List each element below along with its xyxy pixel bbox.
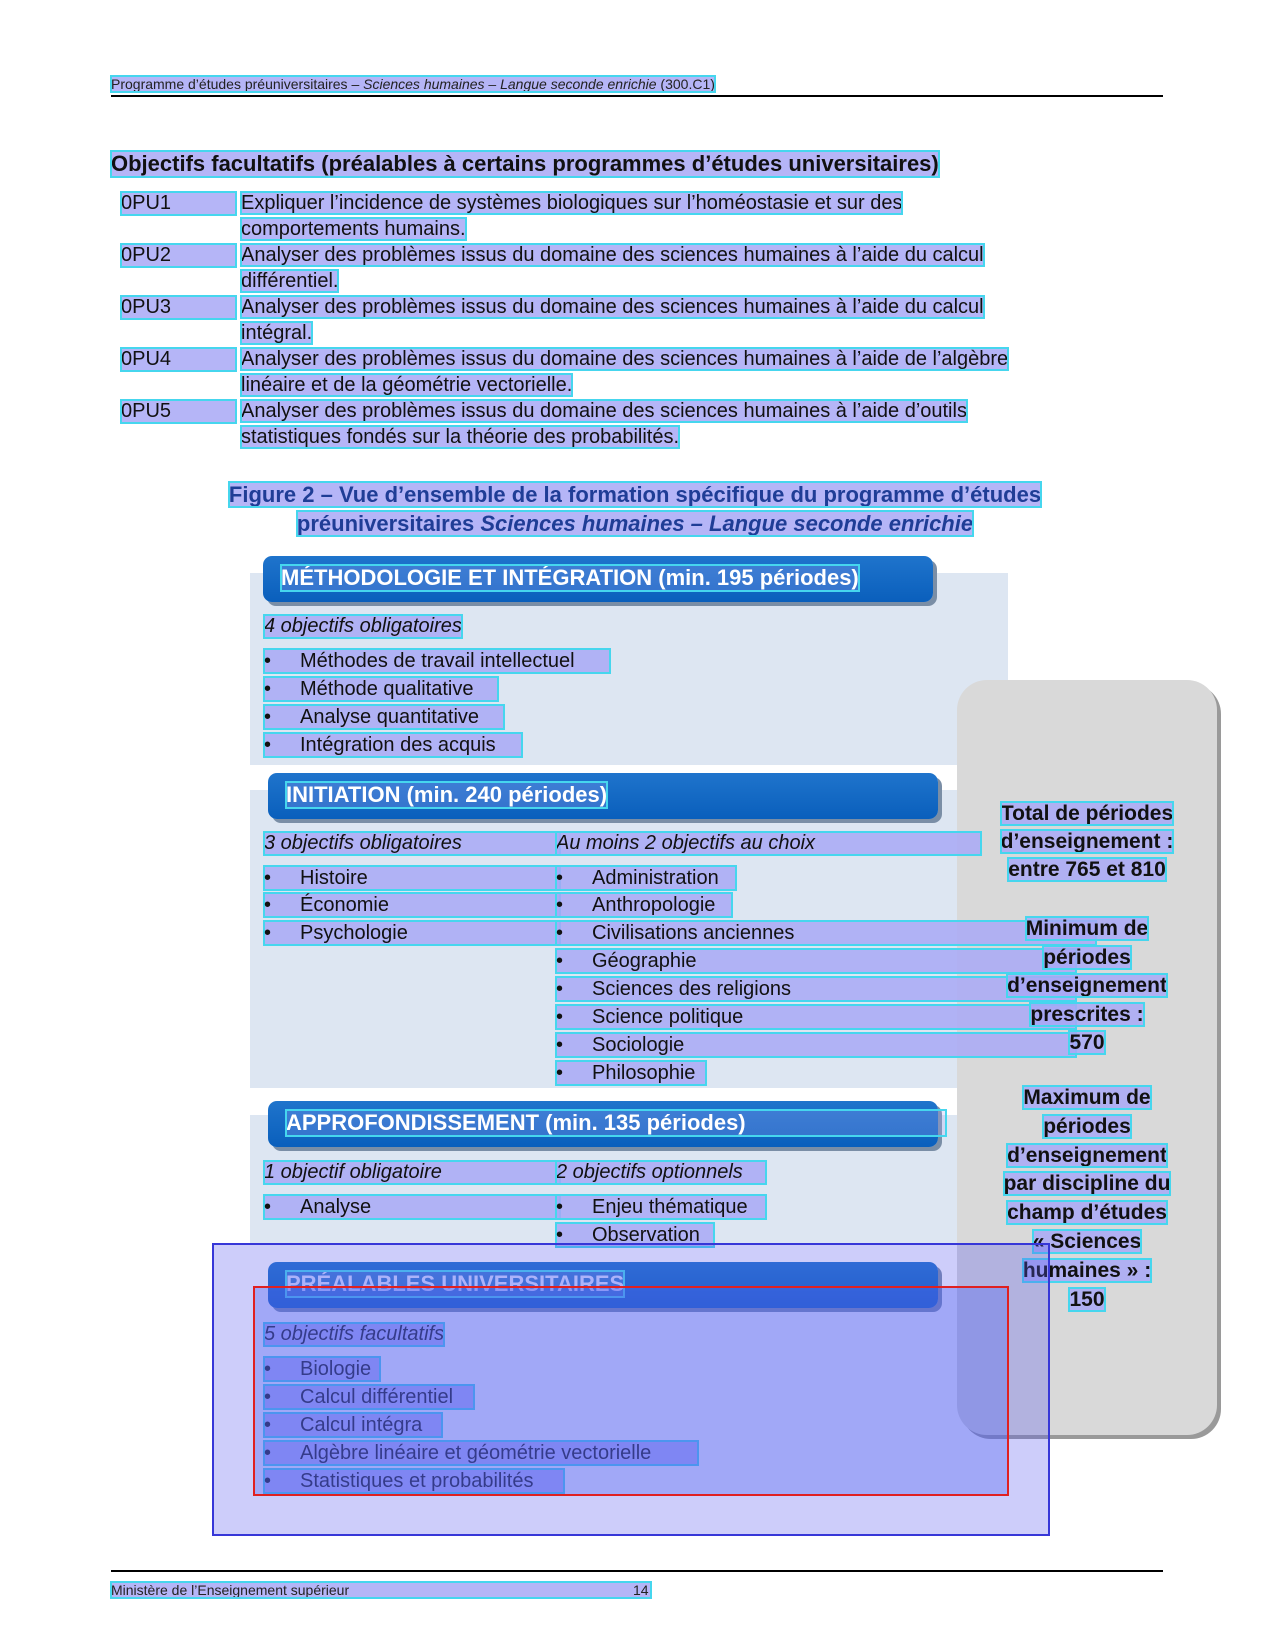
highlight-box (253, 1286, 1009, 1496)
approfondissement-right-subtitle: 2 objectifs optionnels (556, 1161, 766, 1184)
list-item: • Méthode qualitative (264, 677, 498, 701)
initiation-left-subtitle: 3 objectifs obligatoires (264, 832, 560, 855)
objective-text: Analyser des problèmes issus du domaine des sciences humaines à l’aide du calcul différentiel. (241, 244, 984, 292)
section-title: Objectifs facultatifs (préalables à certains programmes d’études universitaires) (111, 151, 939, 176)
objective-text: Analyser des problèmes issus du domaine des sciences humaines à l’aide de l’algèbre linéaire et de la géométrie vectorielle. (241, 348, 1009, 396)
objective-text: Expliquer l’incidence de systèmes biologiques sur l’homéostasie et sur des comportements humains. (241, 192, 903, 240)
objective-code: 0PU4 (121, 348, 236, 371)
running-footer (111, 1582, 651, 1598)
methodologie-subtitle: 4 objectifs obligatoires (264, 615, 462, 637)
footer-ministry: Ministère de l’Enseignement supérieur (111, 1582, 350, 1598)
list-item: • Sociologie (556, 1033, 1076, 1057)
list-item: • Algèbre linéaire et géométrie vectorielle (264, 1441, 698, 1465)
approfondissement-banner: APPROFONDISSEMENT (min. 135 périodes) (268, 1101, 938, 1147)
list-item: • Statistiques et probabilités (264, 1469, 564, 1493)
list-item: • Enjeu thématique (556, 1195, 766, 1219)
running-header-code: (300.C1) (656, 76, 715, 92)
maximum-periods: Maximum de périodes d’enseignement par discipline du champ d’études « Sciences humaines » : 150 (1003, 1086, 1171, 1311)
list-item: • Analyse quantitative (264, 705, 504, 729)
prealables-banner: PRÉALABLES UNIVERSITAIRES (268, 1262, 938, 1308)
list-item: • Histoire (264, 866, 560, 890)
footer-rule (111, 1570, 1163, 1572)
total-periods: Total de périodes d’enseignement : entre 765 et 810 (1000, 802, 1174, 881)
list-item: • Psychologie (264, 921, 560, 945)
list-item: • Intégration des acquis (264, 733, 522, 757)
running-header-text: Programme d’études préuniversitaires – (111, 76, 364, 92)
running-header-italic: Sciences humaines – Langue seconde enrichie (363, 76, 657, 92)
prealables-subtitle: 5 objectifs facultatifs (264, 1323, 445, 1345)
objective-text: Analyser des problèmes issus du domaine des sciences humaines à l’aide du calcul intégral. (241, 296, 984, 344)
approfondissement-left-subtitle: 1 objectif obligatoire (264, 1161, 560, 1184)
list-item: • Méthodes de travail intellectuel (264, 649, 610, 673)
list-item: • Économie (264, 893, 560, 917)
list-item: • Anthropologie (556, 893, 732, 917)
figure-title: Figure 2 – Vue d’ensemble de la formation spécifique du programme d’études préuniversitaires Sciences humaines – Langue seconde enrichie (228, 482, 1042, 536)
objective-code: 0PU5 (121, 400, 236, 423)
objective-code: 0PU3 (121, 296, 236, 319)
initiation-right-subtitle: Au moins 2 objectifs au choix (556, 832, 981, 855)
list-item: • Science politique (556, 1005, 1076, 1029)
list-item: • Calcul différentiel (264, 1385, 474, 1409)
list-item: • Analyse (264, 1195, 560, 1219)
list-item: • Administration (556, 866, 736, 890)
header-rule (111, 95, 1163, 97)
list-item: • Calcul intégra (264, 1413, 442, 1437)
list-item: • Civilisations anciennes (556, 921, 1096, 945)
methodologie-banner: MÉTHODOLOGIE ET INTÉGRATION (min. 195 périodes) (263, 556, 933, 602)
objective-code: 0PU2 (121, 244, 236, 267)
page-number: 14 (633, 1582, 649, 1598)
running-header (111, 76, 715, 92)
list-item: • Observation (556, 1223, 714, 1247)
list-item: • Biologie (264, 1357, 380, 1381)
list-item: • Géographie (556, 949, 1076, 973)
list-item: • Philosophie (556, 1061, 706, 1085)
initiation-banner: INITIATION (min. 240 périodes) (268, 773, 938, 819)
objective-code: 0PU1 (121, 192, 236, 215)
objective-text: Analyser des problèmes issus du domaine des sciences humaines à l’aide d’outils statistiques fondés sur la théorie des probabilités. (241, 400, 967, 448)
list-item: • Sciences des religions (556, 977, 1076, 1001)
minimum-periods: Minimum de périodes d’enseignement prescrites : 570 (1007, 917, 1167, 1054)
